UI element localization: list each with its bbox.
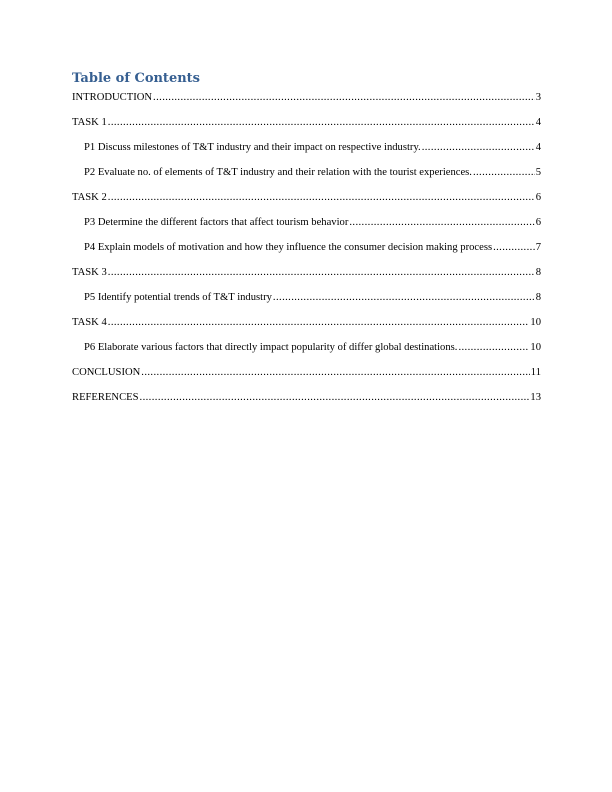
- toc-page-number: 4: [535, 142, 541, 153]
- toc-entry[interactable]: [72, 191, 541, 205]
- toc-dot-leader: [349, 216, 534, 230]
- toc-dot-leader: [458, 341, 529, 355]
- toc-entry-text: CONCLUSION: [72, 367, 141, 378]
- toc-dot-leader: [108, 116, 535, 130]
- toc-dot-leader: [108, 316, 530, 330]
- toc-entry[interactable]: [84, 341, 541, 355]
- toc-page-number: 13: [530, 392, 541, 403]
- toc-entry-text: P4 Explain models of motivation and how they influence the consumer decision making process: [84, 242, 493, 253]
- toc-entry[interactable]: [84, 166, 541, 180]
- toc-entry[interactable]: [72, 366, 541, 380]
- toc-page-number: 10: [530, 342, 541, 353]
- toc-entry[interactable]: [72, 266, 541, 280]
- toc-entry[interactable]: [84, 141, 541, 155]
- toc-page-number: 4: [535, 117, 541, 128]
- toc-page-number: 3: [535, 92, 541, 103]
- toc-entry-text: P5 Identify potential trends of T&T industry: [84, 292, 272, 303]
- toc-entry[interactable]: [72, 391, 541, 405]
- toc-entry-text: INTRODUCTION: [72, 92, 153, 103]
- toc-page-number: 7: [535, 242, 541, 253]
- toc-entry-text: TASK 1: [72, 117, 107, 128]
- toc-dot-leader: [422, 141, 535, 155]
- toc-dot-leader: [141, 366, 530, 380]
- toc-title: Table of Contents: [72, 71, 200, 86]
- toc-dot-leader: [153, 91, 535, 105]
- toc-page-number: 8: [535, 292, 541, 303]
- toc-entry[interactable]: [84, 291, 541, 305]
- toc-entry-text: P3 Determine the different factors that affect tourism behavior: [84, 217, 349, 228]
- toc-dot-leader: [108, 266, 535, 280]
- toc-dot-leader: [493, 241, 535, 255]
- toc-entry-text: TASK 2: [72, 192, 107, 203]
- toc-entry[interactable]: [72, 116, 541, 130]
- toc-page-number: 6: [535, 192, 541, 203]
- toc-entry[interactable]: [84, 216, 541, 230]
- toc-entry[interactable]: [72, 316, 541, 330]
- toc-entry-text: TASK 4: [72, 317, 107, 328]
- toc-dot-leader: [140, 391, 530, 405]
- toc-entry-text: TASK 3: [72, 267, 107, 278]
- toc-entry[interactable]: [84, 241, 541, 255]
- toc-entry-text: P2 Evaluate no. of elements of T&T industry and their relation with the tourist experiences.: [84, 167, 472, 178]
- toc-entry[interactable]: [72, 91, 541, 105]
- toc-dot-leader: [108, 191, 535, 205]
- toc-page-number: 11: [530, 367, 541, 378]
- toc-entry-text: REFERENCES: [72, 392, 139, 403]
- toc-entry-text: P6 Elaborate various factors that directly impact popularity of differ global destinations.: [84, 342, 458, 353]
- toc-dot-leader: [273, 291, 535, 305]
- toc-page-number: 6: [535, 217, 541, 228]
- toc-entry-text: P1 Discuss milestones of T&T industry and their impact on respective industry.: [84, 142, 421, 153]
- toc-page-number: 10: [530, 317, 541, 328]
- toc-page-number: 5: [535, 167, 541, 178]
- toc-dot-leader: [473, 166, 535, 180]
- toc-page-number: 8: [535, 267, 541, 278]
